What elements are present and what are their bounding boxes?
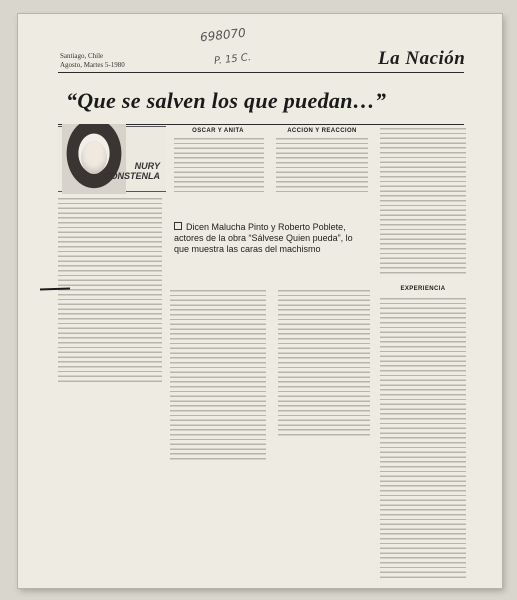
- dateline-city: Santiago, Chile: [60, 52, 104, 60]
- byline-last-name: CONSTENLA: [104, 171, 160, 181]
- deck-text: Dicen Malucha Pinto y Roberto Poblete, actores de la obra “Sálvese Quien pueda”, lo que muestra las caras del machismo: [174, 222, 353, 254]
- deck-box-icon: [174, 222, 182, 230]
- column-4-text-bottom: [380, 298, 466, 578]
- column-2-text-top: [174, 138, 264, 194]
- handwritten-number: 698070: [199, 25, 247, 45]
- column-1-text: [58, 198, 162, 384]
- subhead-accion-y-reaccion: ACCION Y REACCION: [287, 128, 357, 134]
- deck: [174, 222, 370, 255]
- author-photo: [62, 124, 126, 194]
- dateline: [60, 52, 125, 70]
- subhead-oscar-y-anita: OSCAR Y ANITA: [192, 128, 244, 134]
- byline: [100, 161, 160, 181]
- dateline-date: Agosto, Martes 5-1980: [60, 61, 125, 69]
- byline-first-name: NURY: [134, 161, 160, 171]
- subhead-experiencia: EXPERIENCIA: [400, 286, 446, 292]
- headline: “Que se salven los que puedan…”: [66, 88, 387, 113]
- handwritten-code: P. 15 C.: [213, 52, 252, 67]
- column-4-text-top: [380, 128, 466, 274]
- column-3-text-bottom: [278, 290, 370, 438]
- masthead-rule: [58, 72, 464, 73]
- column-2-text-bottom: [170, 290, 266, 460]
- masthead: La Nación: [378, 48, 466, 69]
- column-3-text-top: [276, 138, 368, 194]
